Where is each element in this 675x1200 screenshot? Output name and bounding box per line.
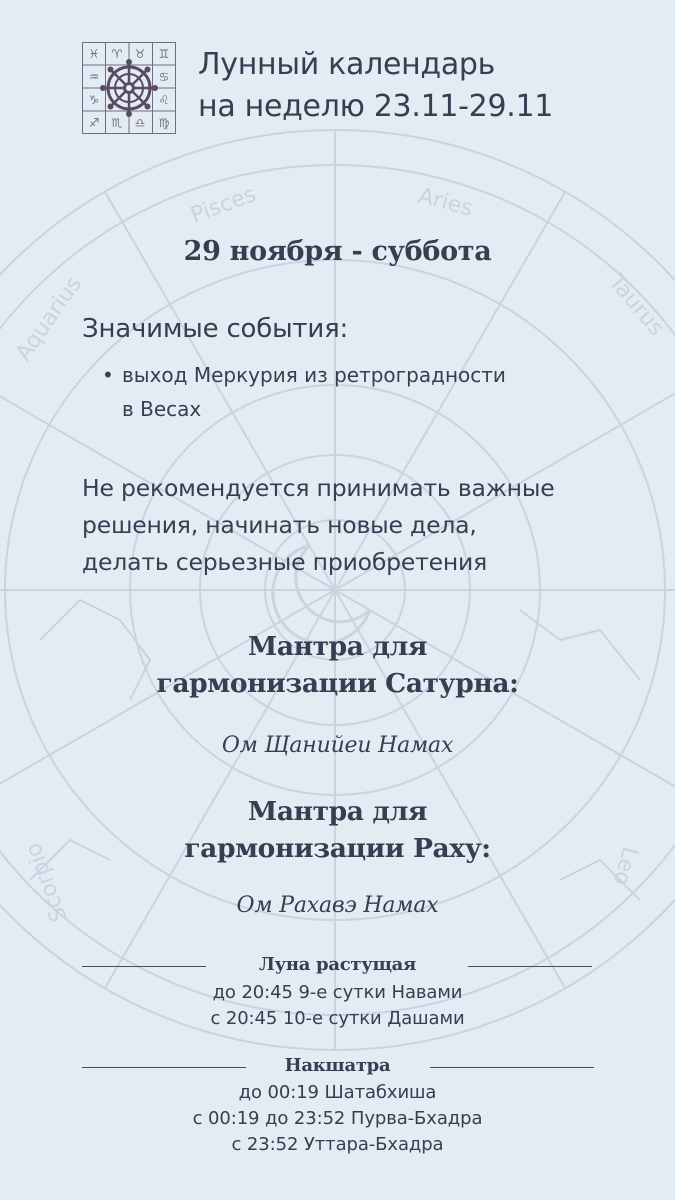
svg-text:♌: ♌ [158, 93, 170, 107]
mantra-title-line: Мантра для [247, 631, 428, 662]
nakshatra-line: с 00:19 до 23:52 Пурва-Бхадра [192, 1108, 483, 1129]
nakshatra-details [0, 1080, 675, 1158]
event-line: выход Меркурия из ретроградности [122, 363, 506, 387]
mantra-title-saturn [0, 628, 675, 702]
mantra-title-line: Мантра для [247, 796, 428, 827]
mantra-text-rahu: Ом Рахавэ Намах [236, 893, 439, 918]
nakshatra-line: с 23:52 Уттара-Бхадра [231, 1134, 444, 1155]
svg-text:♎: ♎ [134, 116, 146, 130]
svg-text:♊: ♊ [158, 47, 170, 61]
svg-text:♑: ♑ [88, 93, 100, 107]
svg-text:♐: ♐ [88, 116, 100, 130]
nakshatra-line: до 00:19 Шатабхиша [238, 1082, 437, 1103]
warning-line: Не рекомендуется принимать важные [82, 474, 555, 502]
watermark-label-aries: Aries [415, 183, 476, 222]
svg-text:♍: ♍ [158, 116, 170, 130]
zodiac-wheel-icon [82, 42, 176, 134]
moon-phase-details [0, 980, 675, 1032]
mantra-title-line: гармонизации Раху: [184, 833, 491, 864]
watermark-label-scorpio: Scorpio [20, 839, 73, 926]
moon-phase-heading: Луна растущая [259, 954, 416, 975]
page-title-line1: Лунный календарь [198, 47, 496, 82]
watermark-label-taurus: Taurus [603, 269, 669, 341]
events-list [102, 358, 572, 426]
svg-text:♒: ♒ [88, 70, 100, 84]
events-heading: Значимые события: [82, 314, 349, 344]
svg-text:♋: ♋ [158, 70, 170, 84]
bullet-dot: • [102, 363, 114, 387]
moon-phase-line: до 20:45 9-е сутки Навами [212, 982, 463, 1003]
watermark-label-aquarius: Aquarius [11, 272, 88, 366]
svg-text:♈: ♈ [111, 47, 123, 61]
event-line: в Весах [122, 397, 202, 421]
nakshatra-heading: Накшатра [284, 1055, 391, 1076]
watermark-label-leo: Leo [608, 843, 643, 888]
warning-line: делать серьезные приобретения [82, 548, 488, 576]
svg-text:♏: ♏ [111, 116, 123, 130]
page-title [198, 44, 658, 128]
mantra-text-saturn: Ом Щанийеи Намах [221, 733, 454, 758]
list-item [102, 358, 572, 426]
mantra-title-rahu [0, 793, 675, 867]
mantra-title-line: гармонизации Сатурна: [156, 668, 519, 699]
warning-text [82, 470, 652, 581]
watermark-label-pisces: Pisces [187, 181, 260, 229]
day-heading: 29 ноября - суббота [183, 236, 492, 267]
page-title-line2: на неделю 23.11-29.11 [198, 89, 554, 124]
moon-phase-line: с 20:45 10-е сутки Дашами [210, 1008, 465, 1029]
svg-text:♓: ♓ [88, 47, 100, 61]
warning-line: решения, начинать новые дела, [82, 511, 477, 539]
svg-text:♉: ♉ [134, 47, 146, 61]
